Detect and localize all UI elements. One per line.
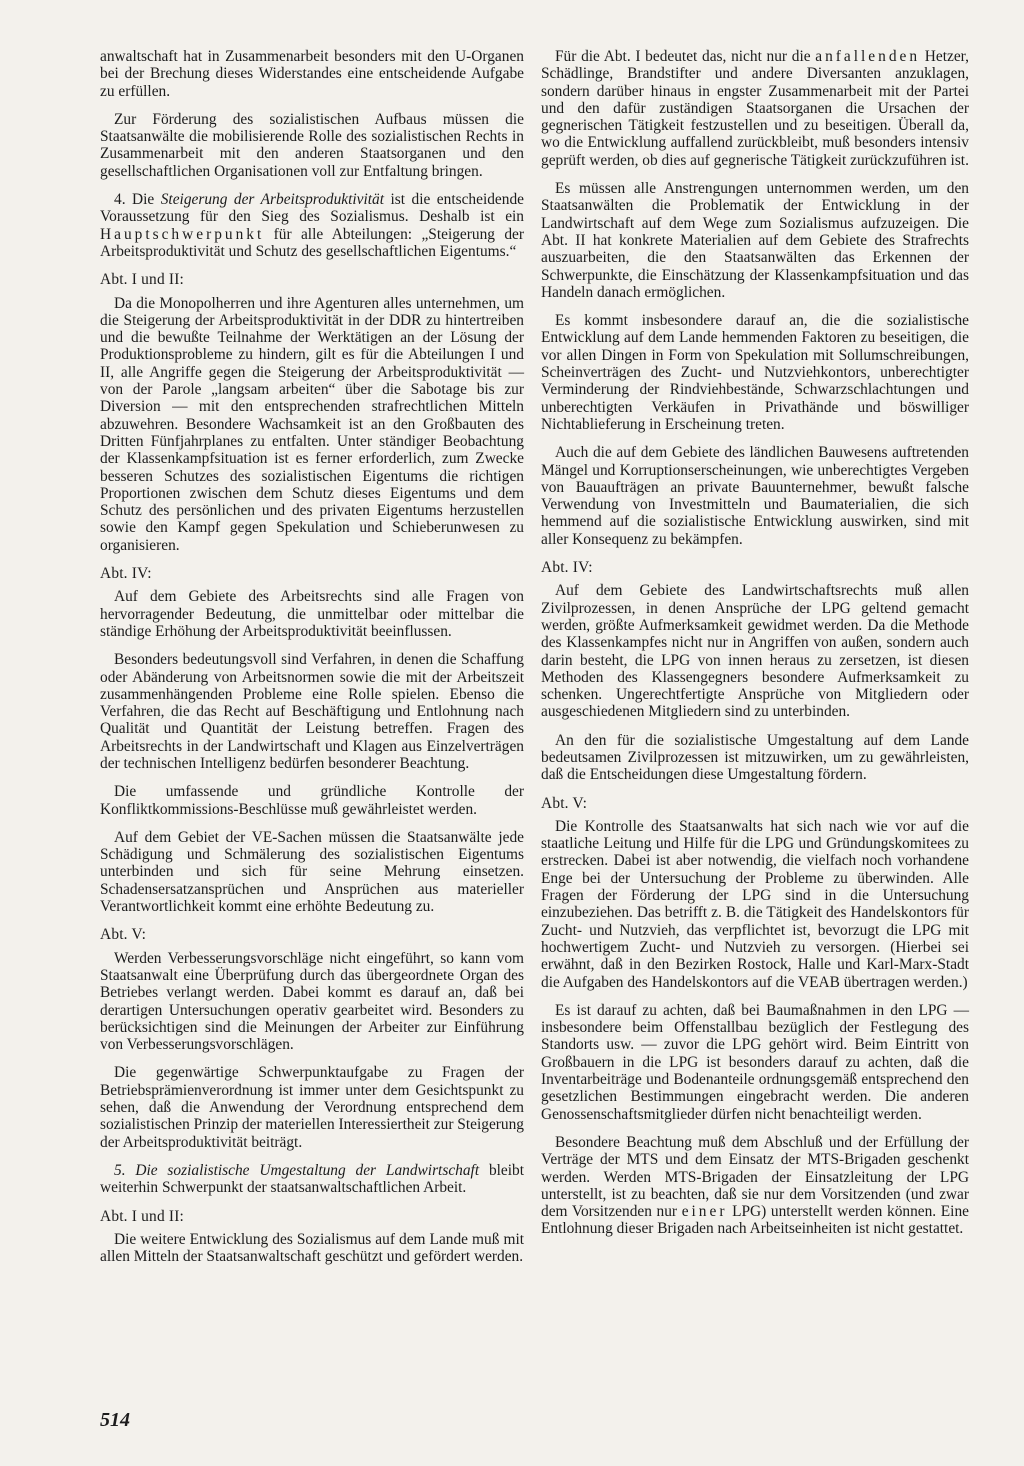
paragraph: Auf dem Gebiet der VE-Sachen müssen die Staatsanwälte jede Schädigung und Schmälerung des sozialistischen Eigentums unterbinden und sich für seine Mehrung einsetzen. Schadensersatzansprüchen und Ansprüchen aus materieller Verantwortlichkeit kommt eine erhöhte Bedeutung zu. [100,828,524,916]
paragraph: Auch die auf dem Gebiete des ländlichen Bauwesens auftretenden Mängel und Korruptionserscheinungen, wie unberechtigtes Vergeben von Bauaufträgen an private Bauunternehmer, bewußt falsche Verwendung von Investmitteln und Baumaterialien, die sich hemmend auf die sozialistische Entwicklung auswirken, sind mit aller Konsequenz zu bekämpfen. [541,444,969,548]
section-heading: Abt. I und II: [100,271,185,289]
text-run: ist die entscheidende Voraussetzung für den Sieg des Sozialismus. Deshalb ist ein [100,191,524,226]
paragraph: Die umfassende und gründliche Kontrolle der Konfliktkommissions-Beschlüsse muß gewährleistet werden. [100,783,524,818]
paragraph [541,1134,969,1238]
italic-term: Steigerung der Arbeitsproduktivität [160,191,385,209]
paragraph: Die gegenwärtige Schwerpunktaufgabe zu Fragen der Betriebsprämienverordnung ist immer unter dem Gesichtspunkt zu sehen, daß die Anwendung der Verordnung entsprechend dem sozialistischen Prinzip der materiellen Interessiertheit zur Steigerung der Arbeitsproduktivität beiträgt. [100,1064,524,1151]
paragraph: Auf dem Gebiete des Landwirtschaftsrechts muß allen Zivilprozessen, in denen Ansprüche der LPG geltend gemacht werden, größte Aufmerksamkeit gewidmet werden. Da die Methode des Klassenkampfes nicht nur in Angriffen von außen, sondern auch darin besteht, die LPG von innen heraus zu zersetzen, ist diesen Methoden des Klassengegners besondere Aufmerksamkeit zu schenken. Ungerechtfertigte Ansprüche von Mitgliedern oder ausgeschiedenen Mitgliedern sind zu unterbinden. [541,582,969,721]
paragraph: Auf dem Gebiete des Arbeitsrechts sind alle Fragen von hervorragender Bedeutung, die unmittelbar oder mittelbar die ständige Erhöhung der Arbeitsproduktivität beeinflussen. [100,588,524,640]
paragraph: Die weitere Entwicklung des Sozialismus auf dem Lande muß mit allen Mitteln der Staatsanwaltschaft geschützt und gefördert werden. [100,1230,524,1266]
section-heading: Abt. V: [541,794,588,812]
italic-term: 5. Die sozialistische Umgestaltung der Landwirtschaft [114,1161,480,1179]
paragraph: Zur Förderung des sozialistischen Aufbaus müssen die Staatsanwälte die mobilisierende Rolle des sozialistischen Rechts in Zusammenarbeit mit den anderen Staatsorganen und den gesellschaftlichen Organisationen voll zur Entfaltung bringen. [100,110,524,180]
paragraph: An den für die sozialistische Umgestaltung auf dem Lande bedeutsamen Zivilprozessen ist mitzuwirken, um zu gewährleisten, daß die Entscheidungen diese Umgestaltung fördern. [541,731,969,784]
paragraph: anwaltschaft hat in Zusammenarbeit besonders mit den U-Organen bei der Brechung dieses Widerstandes eine entscheidende Aufgabe zu erfüllen. [100,48,524,100]
paragraph [100,1162,524,1197]
spaced-emphasis: anfallenden [815,48,921,65]
paragraph: Es ist darauf zu achten, daß bei Baumaßnahmen in den LPG — insbesondere beim Offenstallbau bezüglich der Festlegung des Standorts usw. — zuvor die LPG gehört wird. Beim Eintritt von Großbauern in die LPG ist besonders darauf zu achten, daß die Inventarbeiträge und Bodenanteile ordnungsgemäß entsprechend den gesetzlichen Bestimmungen eingebracht werden. Die anderen Genossenschaftsmitglieder dürfen nicht benachteiligt werden. [541,1001,969,1123]
paragraph: Da die Monopolherren und ihre Agenturen alles unternehmen, um die Steigerung der Arbeitsproduktivität in der DDR zu hintertreiben und die bewußte Teilnahme der Werktätigen an der Lösung der Produktionsprobleme zu hindern, gilt es für die Abteilungen I und II, alle Angriffe gegen die Steigerung der Arbeitsproduktivität — von der Parole „langsam arbeiten“ über die Sabotage bis zur Diversion — mit den entsprechenden strafrechtlichen Mitteln abzuwehren. Besondere Wachsamkeit ist an den Großbauten des Dritten Fünfjahrplanes zu entfalten. Unter ständiger Beobachtung der Klassenkampfsituation ist es ferner erforderlich, zum Zwecke besseren Schutzes des sozialistischen Eigentums die richtigen Proportionen zwischen dem Schutz dieses Eigentums und dem Schutz des persönlichen und des privaten Eigentums herzustellen sowie den Kampf gegen Spekulation und Schieberunwesen zu organisieren. [100,294,524,554]
spaced-emphasis: Hauptschwerpunkt [100,225,265,243]
paragraph [100,191,524,260]
text-run: 4. Die [114,191,161,209]
section-heading: Abt. V: [100,926,147,944]
paragraph: Besonders bedeutungsvoll sind Verfahren, in denen die Schaffung oder Abänderung von Arbeitsnormen sowie die mit der Arbeitszeit zusammenhängenden Probleme eine Rolle spielen. Ebenso die Verfahren, die das Recht auf Beschäftigung und Entlohnung nach Qualität und Quantität der Leistung betreffen. Fragen des Arbeitsrechts in der Landwirtschaft und Klagen aus Einzelverträgen der technischen Intelligenz bedürfen besonderer Beachtung. [100,651,524,772]
text-run: LPG) unterstellt werden können. Eine Entlohnung dieser Brigaden nach Arbeitseinheiten ist nicht gestattet. [541,1203,969,1238]
page-number: 514 [100,1409,130,1431]
left-column [100,48,524,1276]
section-heading: Abt. IV: [100,565,152,583]
right-column [541,48,969,1249]
text-run: für alle Abteilungen: „Steigerung der Arbeitsproduktivität und Schutz des gesellschaftlichen Eigentums.“ [100,225,524,260]
paragraph [541,48,969,169]
text-run: Hetzer, Schädlinge, Brandstifter und andere Diversanten anzuklagen, sondern darüber hinaus in engster Zusammenarbeit mit der Partei und den dafür zuständigen Staatsorganen die Ursachen der gegnerischen Tätigkeit festzustellen und zu beseitigen. Überall da, wo die Entwicklung auffallend zurückbleibt, muß besonders intensiv geprüft werden, ob dies auf gegnerische Tätigkeit zurückzuführen ist. [541,48,970,169]
text-run: Für die Abt. I bedeutet das, nicht nur die [555,48,816,65]
section-heading: Abt. I und II: [100,1207,185,1225]
spaced-emphasis: einer [681,1203,728,1221]
paragraph: Die Kontrolle des Staatsanwalts hat sich nach wie vor auf die staatliche Leitung und Hilfe für die LPG und Gründungskomitees zu erstrecken. Dabei ist aber notwendig, die vielfach noch vorhandene Enge bei der Untersuchung der Probleme zu überwinden. Alle Fragen der Förderung der LPG sind in die Untersuchung einzubeziehen. Das betrifft z. B. die Tätigkeit des Handelskontors für Zucht- und Nutzvieh, das verpflichtet ist, bevorzugt die LPG mit hochwertigem Zucht- und Nutzvieh zu versorgen. (Hierbei sei erwähnt, daß in den Bezirken Rostock, Halle und Karl-Marx-Stadt die Aufgaben des Handelskontors auf die VEAB übertragen werden.) [541,817,969,991]
paragraph: Es kommt insbesondere darauf an, die die sozialistische Entwicklung auf dem Lande hemmenden Faktoren zu beseitigen, die vor allen Dingen in Form von Spekulation mit Sollumschreibungen, Scheinverträgen des Zucht- und Nutzviehkontors, unberechtigter Verminderung der Rindviehbestände, Schwarzschlachtungen und unberechtigten Verkäufen in Privathände und böswilliger Nichtablieferung in Erscheinung treten. [541,312,969,433]
text-run: Besondere Beachtung muß dem Abschluß und der Erfüllung der Verträge der MTS und dem Einsatz der MTS-Brigaden geschenkt werden. Werden MTS-Brigaden der Einsatzleitung der LPG unterstellt, ist zu beachten, daß sie nur dem Vorsitzenden (und zwar dem Vorsitzenden nur [541,1133,969,1221]
section-heading: Abt. IV: [541,559,593,577]
text-run: bleibt weiterhin Schwerpunkt der staatsanwaltschaftlichen Arbeit. [100,1161,524,1197]
paragraph: Es müssen alle Anstrengungen unternommen werden, um den Staatsanwälten die Problematik der Entwicklung in der Landwirtschaft auf dem Wege zum Sozialismus aufzuzeigen. Die Abt. II hat konkrete Materialien auf dem Gebiete des Strafrechts auszuarbeiten, die den Staatsanwälten das Erkennen der Schwerpunkte, die Einschätzung der Klassenkampfsituation und das Handeln danach ermöglichen. [541,180,969,301]
paragraph: Werden Verbesserungsvorschläge nicht eingeführt, so kann vom Staatsanwalt eine Überprüfung durch das übergeordnete Organ des Betriebes verlangt werden. Dabei kommt es darauf an, daß bei derartigen Untersuchungen operativ gearbeitet wird. Besonders zu berücksichtigen sind die Meinungen der Arbeiter zur Einführung von Verbesserungsvorschlägen. [100,949,524,1054]
